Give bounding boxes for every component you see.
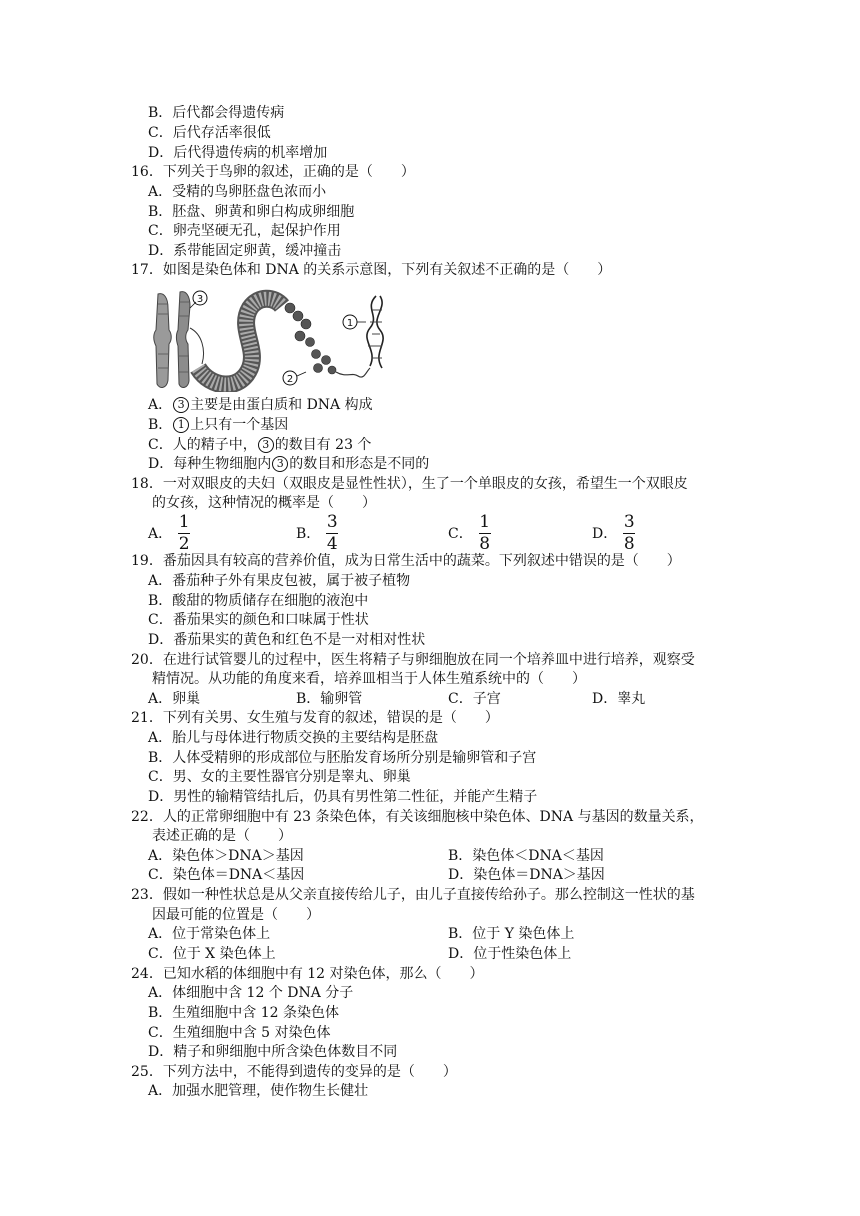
numerator: 3: [623, 511, 635, 532]
question-20-line2: 精情况。从功能的角度来看，培养皿相当于人体生殖系统中的（ ）: [152, 671, 586, 687]
circled-number: 3: [272, 456, 288, 472]
q16-option-b: B．胚盘、卵黄和卵白构成卵细胞: [148, 204, 355, 220]
question-23-line1: 23．假如一种性状总是从父亲直接传给儿子，由儿子直接传给孙子。那么控制这一性状的基: [131, 887, 695, 903]
question-22-line2: 表述正确的是（ ）: [152, 828, 292, 844]
q20-option-b: B．输卵管: [296, 691, 363, 707]
q23-option-d: D．位于性染色体上: [448, 946, 572, 962]
question-19: 19．番茄因具有较高的营养价值，成为日常生活中的蔬菜。下列叙述中错误的是（ ）: [131, 553, 681, 569]
q21-option-c: C．男、女的主要性器官分别是睾丸、卵巢: [148, 769, 411, 785]
q19-option-b: B．酸甜的物质储存在细胞的液泡中: [148, 593, 369, 609]
question-20-line1: 20．在进行试管婴儿的过程中，医生将精子与卵细胞放在同一个培养皿中进行培养，观察受: [131, 652, 695, 668]
q17-option-d: [148, 455, 429, 474]
q16-option-a: A．受精的鸟卵胚盘色浓而小: [148, 184, 327, 200]
question-17: 17．如图是染色体和 DNA 的关系示意图，下列有关叙述不正确的是（ ）: [131, 262, 612, 278]
q17-b-text: 上只有一个基因: [190, 417, 289, 433]
q24-option-d: D．精子和卵细胞中所含染色体数目不同: [148, 1044, 398, 1060]
figure-label-2: 2: [286, 374, 294, 385]
question-22-line1: 22．人的正常卵细胞中有 23 条染色体，有关该细胞核中染色体、DNA 与基因的数量关系，: [131, 809, 704, 825]
figure-label-1: 1: [346, 318, 354, 329]
q17-a-text: 主要是由蛋白质和 DNA 构成: [190, 397, 373, 413]
q15-option-c: C．后代存活率很低: [148, 125, 271, 141]
denominator: 2: [178, 533, 190, 554]
q23-option-c: C．位于 X 染色体上: [148, 946, 276, 962]
fraction: [623, 511, 635, 554]
fraction: [178, 511, 190, 554]
option-label: B．: [296, 526, 321, 542]
question-23-line2: 因最可能的位置是（ ）: [152, 907, 320, 923]
option-label: A．: [148, 526, 173, 542]
question-18-line2: 的女孩，这种情况的概率是（ ）: [152, 495, 376, 511]
q18-options: [148, 513, 648, 553]
figure-label-3: 3: [196, 294, 204, 305]
q17-d-text: 的数目和形态是不同的: [289, 456, 430, 472]
q22-option-c: C．染色体＝DNA＜基因: [148, 867, 305, 883]
numerator: 1: [479, 511, 491, 532]
q21-option-d: D．男性的输精管结扎后，仍具有男性第二性征，并能产生精子: [148, 789, 538, 805]
q22-option-d: D．染色体＝DNA＞基因: [448, 867, 605, 883]
q23-option-b: B．位于 Y 染色体上: [448, 926, 575, 942]
q17-c-text: 的数目有 23 个: [274, 437, 372, 453]
denominator: 8: [479, 533, 491, 554]
fraction: [326, 511, 338, 554]
question-25: 25．下列方法中，不能得到遗传的变异的是（ ）: [131, 1064, 457, 1080]
q17-d-prefix: D．每种生物细胞内: [148, 456, 272, 472]
q18-option-b: [296, 513, 338, 553]
q23-option-a: A．位于常染色体上: [148, 926, 271, 942]
q19-option-d: D．番茄果实的黄色和红色不是一对相对性状: [148, 632, 426, 648]
q20-option-d: D．睾丸: [592, 691, 646, 707]
q24-option-c: C．生殖细胞中含 5 对染色体: [148, 1025, 331, 1041]
q19-option-c: C．番茄果实的颜色和口味属于性状: [148, 612, 369, 628]
chromosome-dna-diagram: [150, 288, 408, 392]
q24-option-a: A．体细胞中含 12 个 DNA 分子: [148, 985, 354, 1001]
question-18-line1: 18．一对双眼皮的夫妇（双眼皮是显性性状），生了一个单眼皮的女孩，希望生一个双眼皮: [131, 476, 688, 492]
q15-option-b: B．后代都会得遗传病: [148, 105, 285, 121]
question-21: 21．下列有关男、女生殖与发育的叙述，错误的是（ ）: [131, 710, 499, 726]
q21-option-b: B．人体受精卵的形成部位与胚胎发育场所分别是输卵管和子宫: [148, 750, 537, 766]
q22-option-b: B．染色体＜DNA＜基因: [448, 848, 604, 864]
q20-option-c: C．子宫: [448, 691, 501, 707]
denominator: 4: [326, 533, 338, 554]
q15-option-d: D．后代得遗传病的机率增加: [148, 145, 328, 161]
q22-option-a: A．染色体＞DNA＞基因: [148, 848, 304, 864]
q18-option-c: [448, 513, 491, 553]
q17-c-prefix: C．人的精子中，: [148, 437, 257, 453]
question-24: 24．已知水稻的体细胞中有 12 对染色体，那么（ ）: [131, 966, 484, 982]
q17-b-prefix: B．: [148, 417, 173, 433]
q17-option-c: [148, 436, 371, 455]
q16-option-d: D．系带能固定卵黄，缓冲撞击: [148, 243, 342, 259]
option-label: D．: [592, 526, 618, 542]
q19-option-a: A．番茄种子外有果皮包被，属于被子植物: [148, 573, 411, 589]
q17-option-a: [148, 396, 373, 415]
q17-option-b: [148, 416, 288, 435]
question-16: 16．下列关于鸟卵的叙述，正确的是（ ）: [131, 164, 415, 180]
q21-option-a: A．胎儿与母体进行物质交换的主要结构是胚盘: [148, 730, 439, 746]
option-label: C．: [448, 526, 473, 542]
q16-option-c: C．卵壳坚硬无孔，起保护作用: [148, 223, 341, 239]
q20-option-a: A．卵巢: [148, 691, 201, 707]
denominator: 8: [623, 533, 635, 554]
numerator: 1: [178, 511, 190, 532]
q18-option-a: [148, 513, 190, 553]
fraction: [479, 511, 491, 554]
circled-number: 1: [173, 417, 189, 433]
q24-option-b: B．生殖细胞中含 12 条染色体: [148, 1005, 340, 1021]
circled-number: 3: [258, 437, 274, 453]
numerator: 3: [326, 511, 338, 532]
q18-option-d: [592, 513, 635, 553]
circled-number: 3: [173, 397, 189, 413]
q17-a-prefix: A．: [148, 397, 173, 413]
q25-option-a: A．加强水肥管理，使作物生长健壮: [148, 1083, 369, 1099]
